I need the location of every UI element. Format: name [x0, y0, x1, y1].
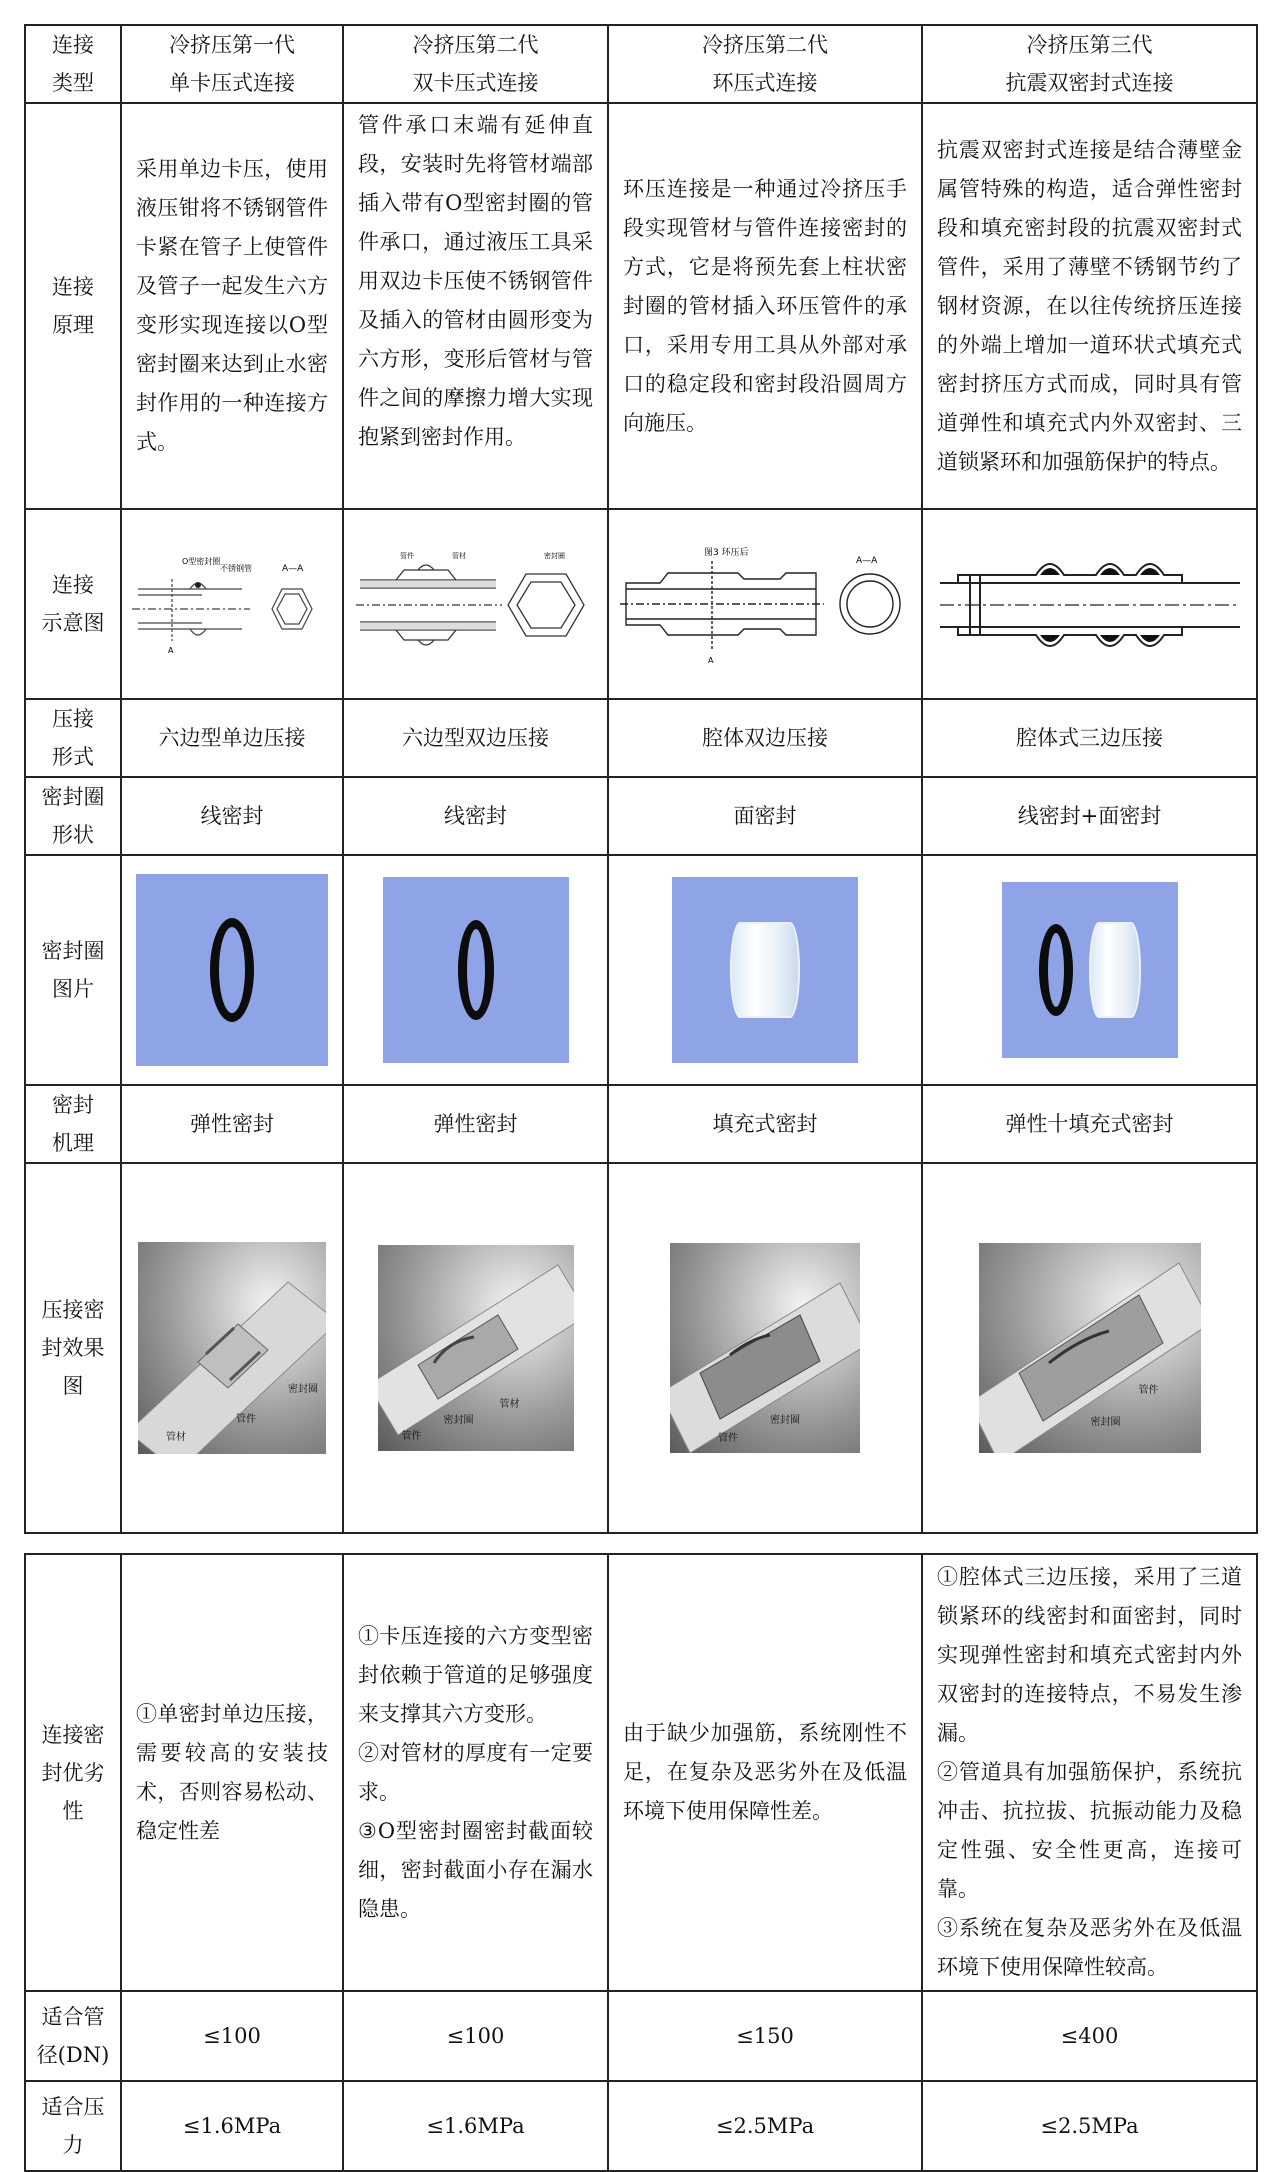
label-press-form: 压接 形式 [25, 699, 121, 777]
ring-shape-gen2-ring: 面密封 [608, 777, 922, 855]
effect-photo-gen2-double: 管件 密封圈 管材 [378, 1245, 574, 1451]
label-ring-photo: 密封圈 图片 [25, 855, 121, 1085]
pros-cons-gen2-ring: 由于缺少加强筋，系统刚性不足，在复杂及恶劣外在及低温环境下使用保障性差。 [608, 1554, 922, 1991]
mechanism-gen1: 弹性密封 [121, 1085, 343, 1163]
label-pressure: 适合压 力 [25, 2081, 121, 2171]
label-connection-type: 连接 类型 [25, 25, 121, 103]
pipe-wall-top [360, 580, 496, 588]
diagram-gen2-double-cell [343, 509, 608, 699]
press-form-gen2-double: 六边型双边压接 [343, 699, 608, 777]
sleeve-seal-icon [1089, 922, 1141, 1018]
ring-photo-gen3-cell [922, 855, 1257, 1085]
seal-ring-top-1 [1040, 568, 1060, 575]
ring-photo-gen2-ring [672, 877, 858, 1063]
svg-text:密封圈: 密封圈 [543, 552, 565, 560]
label-effect: 压接密 封效果 图 [25, 1163, 121, 1533]
row-press-form [25, 699, 1257, 777]
pressure-gen2-double: ≤1.6MPa [343, 2081, 608, 2171]
seal-ring-top-3 [1140, 568, 1160, 575]
ring-photo-gen3 [1002, 882, 1178, 1058]
press-form-gen1: 六边型单边压接 [121, 699, 343, 777]
type-gen1: 冷挤压第一代 单卡压式连接 [121, 25, 343, 103]
ring-photo-gen2-double-cell [343, 855, 608, 1085]
effect-gen3-cell [922, 1163, 1257, 1533]
diameter-gen2-ring: ≤150 [608, 1991, 922, 2081]
svg-text:管件: 管件 [399, 552, 414, 560]
pros-cons-gen1: ①单密封单边压接，需要较高的安装技术，否则容易松动、稳定性差 [121, 1554, 343, 1991]
label-diagram: 连接 示意图 [25, 509, 121, 699]
row-diameter [25, 1991, 1257, 2081]
diameter-gen3: ≤400 [922, 1991, 1257, 2081]
principle-gen2-ring: 环压连接是一种通过冷挤压手段实现管材与管件连接密封的方式，它是将预先套上柱状密封圈的管材插入环压管件的承口，采用专用工具从外部对承口的稳定段和密封段沿圆周方向施压。 [608, 103, 922, 509]
diagram-single-press [132, 549, 332, 659]
row-diagram [25, 509, 1257, 699]
svg-text:A: A [708, 656, 714, 665]
label-mechanism: 密封 机理 [25, 1085, 121, 1163]
pipe-graphic [138, 1242, 326, 1454]
diagram-anti-seismic [940, 539, 1240, 669]
row-ring-shape [25, 777, 1257, 855]
press-form-gen3: 腔体式三边压接 [922, 699, 1257, 777]
seal-ring-bottom-3 [1140, 635, 1160, 642]
principle-gen2-double: 管件承口末端有延伸直段，安装时先将管材端部插入带有O型密封圈的管件承口，通过液压工具采用双边卡压使不锈钢管件及插入的管材由圆形变为六方形，变形后管材与管件之间的摩擦力增大实现抱紧到密封作用。 [343, 103, 608, 509]
svg-text:O型密封圈: O型密封圈 [182, 557, 221, 566]
sleeve-seal-icon [730, 922, 800, 1018]
diagram-double-press [356, 544, 596, 664]
ring-photo-gen1-cell [121, 855, 343, 1085]
row-ring-photo [25, 855, 1257, 1085]
principle-gen3: 抗震双密封式连接是结合薄壁金属管特殊的构造，适合弹性密封段和填充密封段的抗震双密封式管件，采用了薄壁不锈钢节约了钢材资源，在以往传统挤压连接的外端上增加一道环状式填充式密封挤压方式而成，同时具有管道弹性和填充式内外双密封、三道锁紧环和加强筋保护的特点。 [922, 103, 1257, 509]
label-ring-shape: 密封圈 形状 [25, 777, 121, 855]
pressure-gen1: ≤1.6MPa [121, 2081, 343, 2171]
row-pressure [25, 2081, 1257, 2171]
svg-text:不锈钢管: 不锈钢管 [220, 564, 252, 573]
pressure-gen2-ring: ≤2.5MPa [608, 2081, 922, 2171]
mechanism-gen2-ring: 填充式密封 [608, 1085, 922, 1163]
row-pros-cons [25, 1554, 1257, 1991]
principle-gen1: 采用单边卡压，使用液压钳将不锈钢管件卡紧在管子上使管件及管子一起发生六方变形实现连接以O型密封圈来达到止水密封作用的一种连接方式。 [121, 103, 343, 509]
diameter-gen2-double: ≤100 [343, 1991, 608, 2081]
seal-ring-bottom-1 [1040, 635, 1060, 642]
type-gen2-double: 冷挤压第二代 双卡压式连接 [343, 25, 608, 103]
svg-text:A—A: A—A [282, 564, 304, 574]
oring-icon [1039, 924, 1073, 1016]
pipe-wall-bottom [360, 622, 496, 630]
diagram-gen3-cell [922, 509, 1257, 699]
press-form-gen2-ring: 腔体双边压接 [608, 699, 922, 777]
row-effect [25, 1163, 1257, 1533]
row-mechanism [25, 1085, 1257, 1163]
diagram-ring-press [620, 539, 910, 669]
pipe-graphic [378, 1245, 574, 1451]
seal-ring-top-2 [1100, 568, 1120, 575]
mechanism-gen2-double: 弹性密封 [343, 1085, 608, 1163]
label-pros-cons: 连接密 封优劣 性 [25, 1554, 121, 1991]
mechanism-gen3: 弹性十填充式密封 [922, 1085, 1257, 1163]
pipe-graphic [670, 1243, 860, 1453]
diameter-gen1: ≤100 [121, 1991, 343, 2081]
seal-ring-bottom-2 [1100, 635, 1120, 642]
svg-text:管材: 管材 [451, 552, 466, 560]
effect-photo-gen3: 管件 密封圈 [979, 1243, 1201, 1453]
svg-text:A: A [168, 646, 174, 655]
ring-photo-gen2-double [383, 877, 569, 1063]
pipe-graphic [979, 1243, 1201, 1453]
pressure-gen3: ≤2.5MPa [922, 2081, 1257, 2171]
diagram-gen1-cell [121, 509, 343, 699]
oring-dot [195, 582, 201, 588]
label-principle: 连接 原理 [25, 103, 121, 509]
effect-photo-gen1: 管材 管件 密封圈 [138, 1242, 326, 1454]
row-principle [25, 103, 1257, 509]
oring-icon [210, 918, 254, 1022]
type-gen2-ring: 冷挤压第二代 环压式连接 [608, 25, 922, 103]
type-gen3: 冷挤压第三代 抗震双密封式连接 [922, 25, 1257, 103]
ring-photo-gen2-ring-cell [608, 855, 922, 1085]
effect-gen1-cell [121, 1163, 343, 1533]
comparison-table-main [24, 24, 1258, 1534]
effect-gen2-ring-cell [608, 1163, 922, 1533]
comparison-table-continued [24, 1553, 1258, 2172]
ring-shape-gen1: 线密封 [121, 777, 343, 855]
row-connection-type [25, 25, 1257, 103]
ring-shape-gen2-double: 线密封 [343, 777, 608, 855]
effect-photo-gen2-ring: 管件 密封圈 [670, 1243, 860, 1453]
pros-cons-gen3: ①腔体式三边压接，采用了三道锁紧环的线密封和面密封，同时实现弹性密封和填充式密封内外双密封的连接特点，不易发生渗漏。 ②管道具有加强筋保护，系统抗冲击、抗拉拔、抗振动能力及稳定性强、安全性更高，连接可靠。 ③系统在复杂及恶劣外在及低温环境下使用保障性较高。 [922, 1554, 1257, 1991]
label-diameter: 适合管 径(DN) [25, 1991, 121, 2081]
pros-cons-gen2-double: ①卡压连接的六方变型密封依赖于管道的足够强度来支撑其六方变形。 ②对管材的厚度有一定要求。 ③O型密封圈密封截面较细，密封截面小存在漏水隐患。 [343, 1554, 608, 1991]
diagram-gen2-ring-cell [608, 509, 922, 699]
ring-shape-gen3: 线密封+面密封 [922, 777, 1257, 855]
ring-photo-gen1 [136, 874, 328, 1066]
svg-text:图3 环压后: 图3 环压后 [704, 548, 749, 558]
svg-text:A—A: A—A [856, 556, 878, 566]
oring-icon [458, 920, 494, 1020]
effect-gen2-double-cell [343, 1163, 608, 1533]
